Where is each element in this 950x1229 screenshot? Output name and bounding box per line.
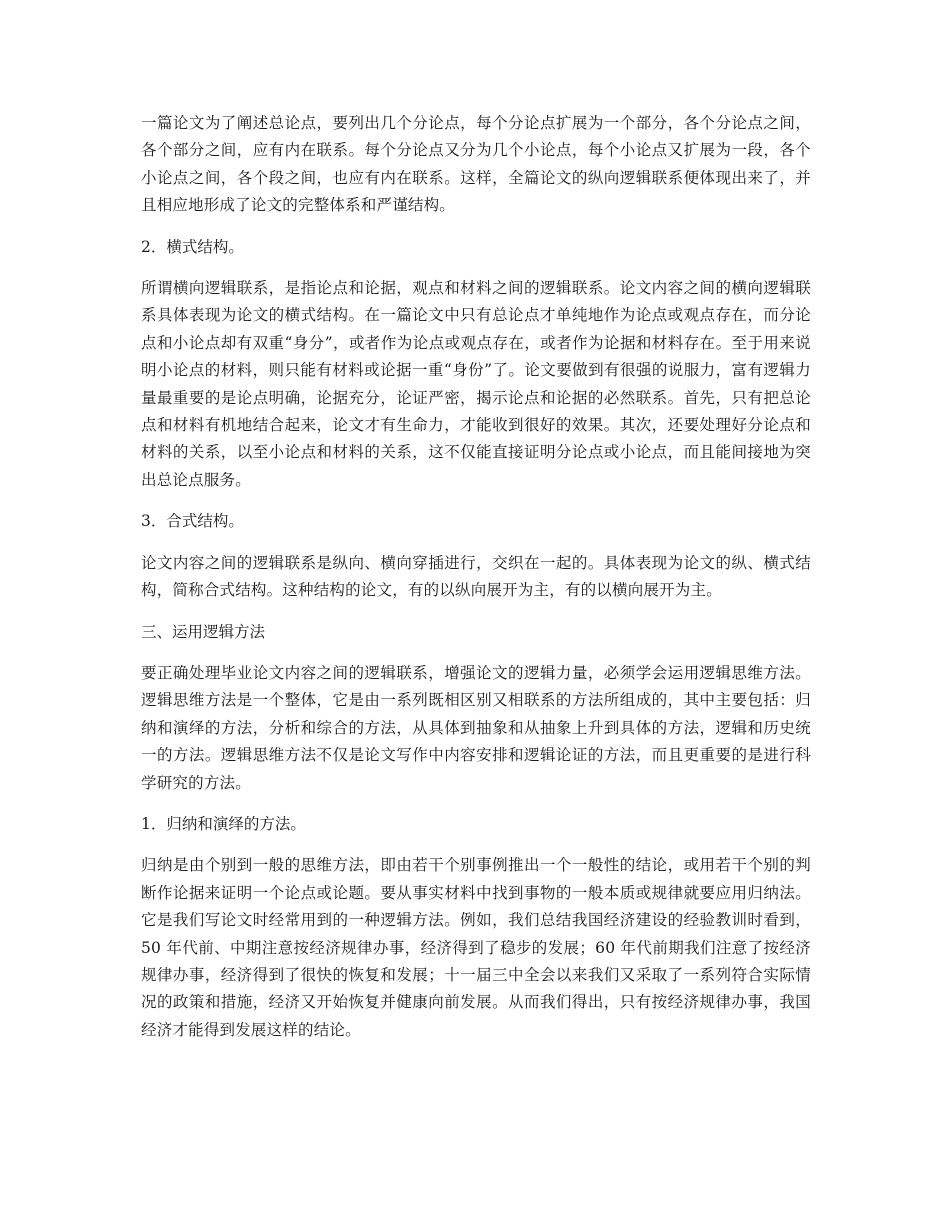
paragraph-combined-structure: 论文内容之间的逻辑联系是纵向、横向穿插进行，交织在一起的。具体表现为论文的纵、横式结构，简称合式结构。这种结构的论文，有的以纵向展开为主，有的以横向展开为主。 xyxy=(141,553,811,600)
heading-combined-structure: 3．合式结构。 xyxy=(141,512,244,531)
heading-horizontal-structure: 2．横式结构。 xyxy=(141,237,244,256)
document-page xyxy=(141,110,811,1058)
paragraph-horizontal-structure: 所谓横向逻辑联系，是指论点和论据，观点和材料之间的逻辑联系。论文内容之间的横向逻辑联系具体表现为论文的横式结构。在一篇论文中只有总论点才单纯地作为论点或观点存在，而分论点和小论点却有双重“身分”，或者作为论点或观点存在，或者作为论据和材料存在。至于用来说明小论点的材料，则只能有材料或论据一重“身份”了。论文要做到有很强的说服力，富有逻辑力量最重要的是论点明确，论据充分，论证严密，揭示论点和论据的必然联系。首先，只有把总论点和材料有机地结合起来，论文才有生命力，才能收到很好的效果。其次，还要处理好分论点和材料的关系，以至小论点和材料的关系，这不仅能直接证明分论点或小论点，而且能间接地为突出总论点服务。 xyxy=(141,279,811,489)
section-heading-logic-methods: 三、运用逻辑方法 xyxy=(141,622,266,641)
heading-induction-deduction: 1．归纳和演绎的方法。 xyxy=(141,814,306,833)
paragraph-induction-deduction: 归纳是由个别到一般的思维方法，即由若干个别事例推出一个一般性的结论，或用若干个别的判断作论据来证明一个论点或论题。要从事实材料中找到事物的一般本质或规律就要应用归纳法。它是我们写论文时经常用到的一种逻辑方法。例如，我们总结我国经济建设的经验教训时看到，50 年代前、中期注意按经济规律办事，经济得到了稳步的发展；60 年代前期我们注意了按经济规律办事，经济得到了很快的恢复和发展；十一届三中全会以来我们又采取了一系列符合实际情况的政策和措施，经济又开始恢复并健康向前发展。从而我们得出，只有按经济规律办事，我国经济才能得到发展这样的结论。 xyxy=(141,856,811,1039)
paragraph-logic-methods: 要正确处理毕业论文内容之间的逻辑联系，增强论文的逻辑力量，必须学会运用逻辑思维方法。逻辑思维方法是一个整体，它是由一系列既相区别又相联系的方法所组成的，其中主要包括：归纳和演绎的方法，分析和综合的方法，从具体到抽象和从抽象上升到具体的方法，逻辑和历史统一的方法。逻辑思维方法不仅是论文写作中内容安排和逻辑论证的方法，而且更重要的是进行科学研究的方法。 xyxy=(141,663,811,792)
paragraph-vertical-structure: 一篇论文为了阐述总论点，要列出几个分论点，每个分论点扩展为一个部分，各个分论点之间，各个部分之间，应有内在联系。每个分论点又分为几个小论点，每个小论点又扩展为一段，各个小论点之间，各个段之间，也应有内在联系。这样，全篇论文的纵向逻辑联系便体现出来了，并且相应地形成了论文的完整体系和严谨结构。 xyxy=(141,114,811,215)
